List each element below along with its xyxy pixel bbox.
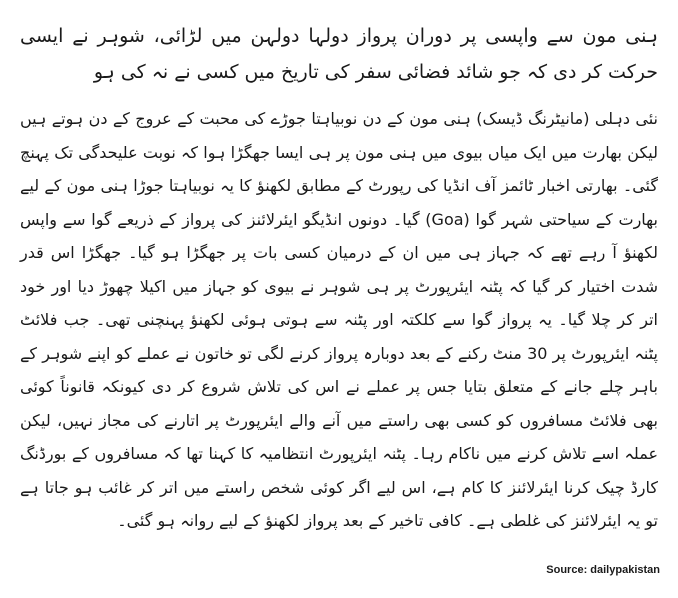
article-headline: ہنی مون سے واپسی پر دوران پرواز دولہا دولہن میں لڑائی، شوہر نے ایسی حرکت کر دی کہ جو شائد فضائی سفر کی تاریخ میں کسی نے نہ کی ہو	[20, 25, 658, 83]
article-body: نئی دہلی (مانیٹرنگ ڈیسک) ہنی مون کے دن نوبیاہتا جوڑے کی محبت کے عروج کے دن ہوتے ہیں لیکن بھارت میں ایک میاں بیوی میں ہنی مون پر ہی ایسا جھگڑا ہوا کہ نوبت علیحدگی تک پہنچ گئی۔ بھارتی اخبار ٹائمز آف انڈیا کی رپورٹ کے مطابق لکھنؤ کا یہ نوبیاہتا جوڑا ہنی مون کے لیے بھارت کے سیاحتی شہر گوا (Goa) گیا۔ دونوں انڈیگو ایئرلائنز کی پرواز کے ذریعے گوا سے واپس لکھنؤ آ رہے تھے کہ جہاز ہی میں ان کے درمیان کسی بات پر جھگڑا ہو گیا۔ جھگڑا اس قدر شدت اختیار کر گیا کہ پٹنہ ایئرپورٹ پر ہی شوہر نے بیوی کو جہاز میں اکیلا چھوڑ دیا اور خود اتر کر چلا گیا۔ یہ پرواز گوا سے کلکتہ اور پٹنہ سے ہوتی ہوئی لکھنؤ پہنچنی تھی۔ جب فلائٹ پٹنہ ایئرپورٹ پر 30 منٹ رکنے کے بعد دوبارہ پرواز کرنے لگی تو خاتون نے عملے کو اپنے شوہر کے باہر چلے جانے کے متعلق بتایا جس پر عملے نے اس کی تلاش شروع کر دی کیونکہ قانوناً کوئی بھی فلائٹ مسافروں کو کسی بھی راستے میں آنے والے ایئرپورٹ پر اتارنے کی مجاز نہیں، لیکن عملہ اسے تلاش کرنے میں ناکام رہا۔ پٹنہ ایئرپورٹ انتظامیہ کا کہنا تھا کہ مسافروں کے بورڈنگ کارڈ چیک کرنا ایئرلائنز کا کام ہے، اس لیے اگر کوئی شخص راستے میں اتر کر غائب ہو جاتا ہے تو یہ ایئرلائنز کی غلطی ہے۔ کافی تاخیر کے بعد پرواز لکھنؤ کے لیے روانہ ہو گئی۔	[20, 109, 659, 530]
source-credit: Source: dailypakistan	[546, 564, 660, 576]
